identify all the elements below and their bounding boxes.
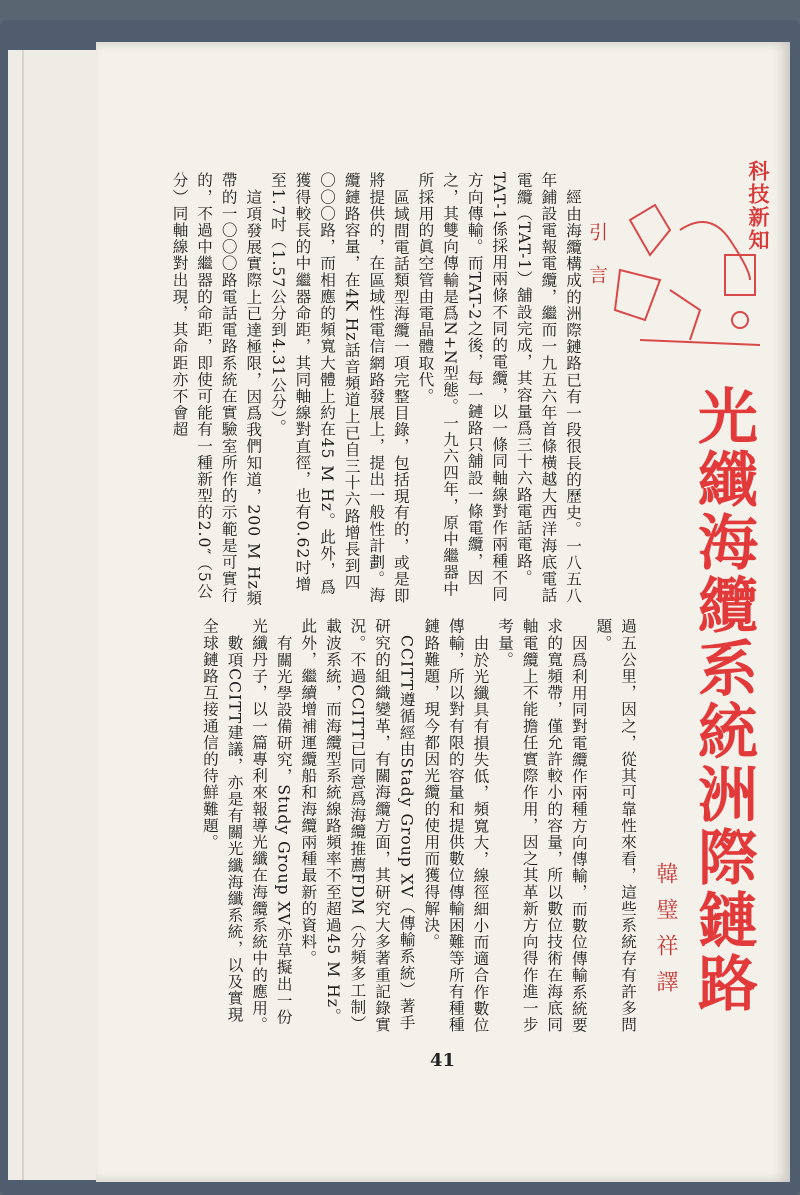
section-heading: 引言: [586, 222, 608, 308]
paragraph-4: 過五公里，因之，從其可靠性來看，這些系統存有許多問題。: [594, 618, 637, 1033]
lower-text-block: [180, 618, 640, 1038]
article-author: 韓璧祥譯: [653, 862, 678, 1006]
left-page-stack: [8, 50, 99, 1180]
paragraph-9: 數項CCITT建議，亦是有關光纖海纖系統，以及實現全球鏈路互接通信的待鮮難題。: [200, 618, 244, 1024]
upper-text-block: [170, 172, 585, 607]
logo-label: 科技新知: [746, 160, 771, 252]
column-logo: [600, 160, 775, 360]
paragraph-5: 因爲利用同對電纜作兩種方向傳輸，而數位傳輸系統要求的寬頻帶，僅允許較小的容量，所以數位技術在海底同軸電纜上不能擔任實際作用，因之其革新方向得作進一步考量。: [496, 618, 588, 1034]
paragraph-1: 經由海纜構成的洲際鏈路已有一段很長的歷史。一八五八年鋪設電報電纜，繼而一九五六年首條橫越大西洋海底電話電纜（TAT-1）舖設完成，其容量爲三十六路電話電路。TAT-1係採用兩條不同的電纜，以一條同軸線對作兩種不同方向傳輸。而TAT-2之後，每一鏈路只舖設一條電纜，因之，其雙向傳輸是爲N+N型態。一九六四年，原中繼器中所採用的眞空管由電晶體取代。: [416, 172, 582, 605]
paragraph-2: 區域間電話類型海纜一項完整目錄，包括現有的，或是即將提供的，在區域性電信網路發展上，提出一般性計劃。海纜鏈路容量，在4K Hz話音頻道上已自三十六路增長到四〇〇〇路，而相應的頻寬大體上約在45 M Hz。此外，爲獲得較長的中繼器命距，其同軸線對直徑，也有0.62吋增至1.7吋（1.57公分到4.31公分）。: [268, 172, 410, 605]
paragraph-8: 有關光學設備研究，Study Group XV亦草擬出一份光纖丹子，以一篇專利來報導光纖在海纜系統中的應用。: [250, 618, 293, 1033]
paragraph-7: CCITT遵循經由Stady Group XV（傳輸系統）著手研究的組織變革，有關海纜方面，其研究大多著重記錄實況。不過CCITT已同意爲海纜推薦FDM（分頻多工制）載波系統，而海纜型系統線路頻率不至超過45 M Hz。此外，繼續增補運纜船和海纜兩種最新的資料。: [299, 618, 416, 1033]
paragraph-3: 這項發展實際上已達極限，因爲我們知道，200 M Hz頻帶的一〇〇〇路電話電路系統在實驗室所作的示範是可實行的，不過中繼器的命距，即使可能有一種新型的2.0″（5公分）同軸線對出現，其命距亦不會超: [170, 172, 263, 607]
paragraph-6: 由於光纖具有損失低，頻寬大，線徑細小而適合作數位傳輸，所以對有限的容量和提供數位傳輸困難等所有種種鏈路難題，現今都因光纜的使用而獲得解決。: [422, 618, 490, 1034]
article-title: 光纖海纜系統洲際鏈路: [688, 385, 758, 1015]
page-number: 41: [430, 1050, 456, 1071]
